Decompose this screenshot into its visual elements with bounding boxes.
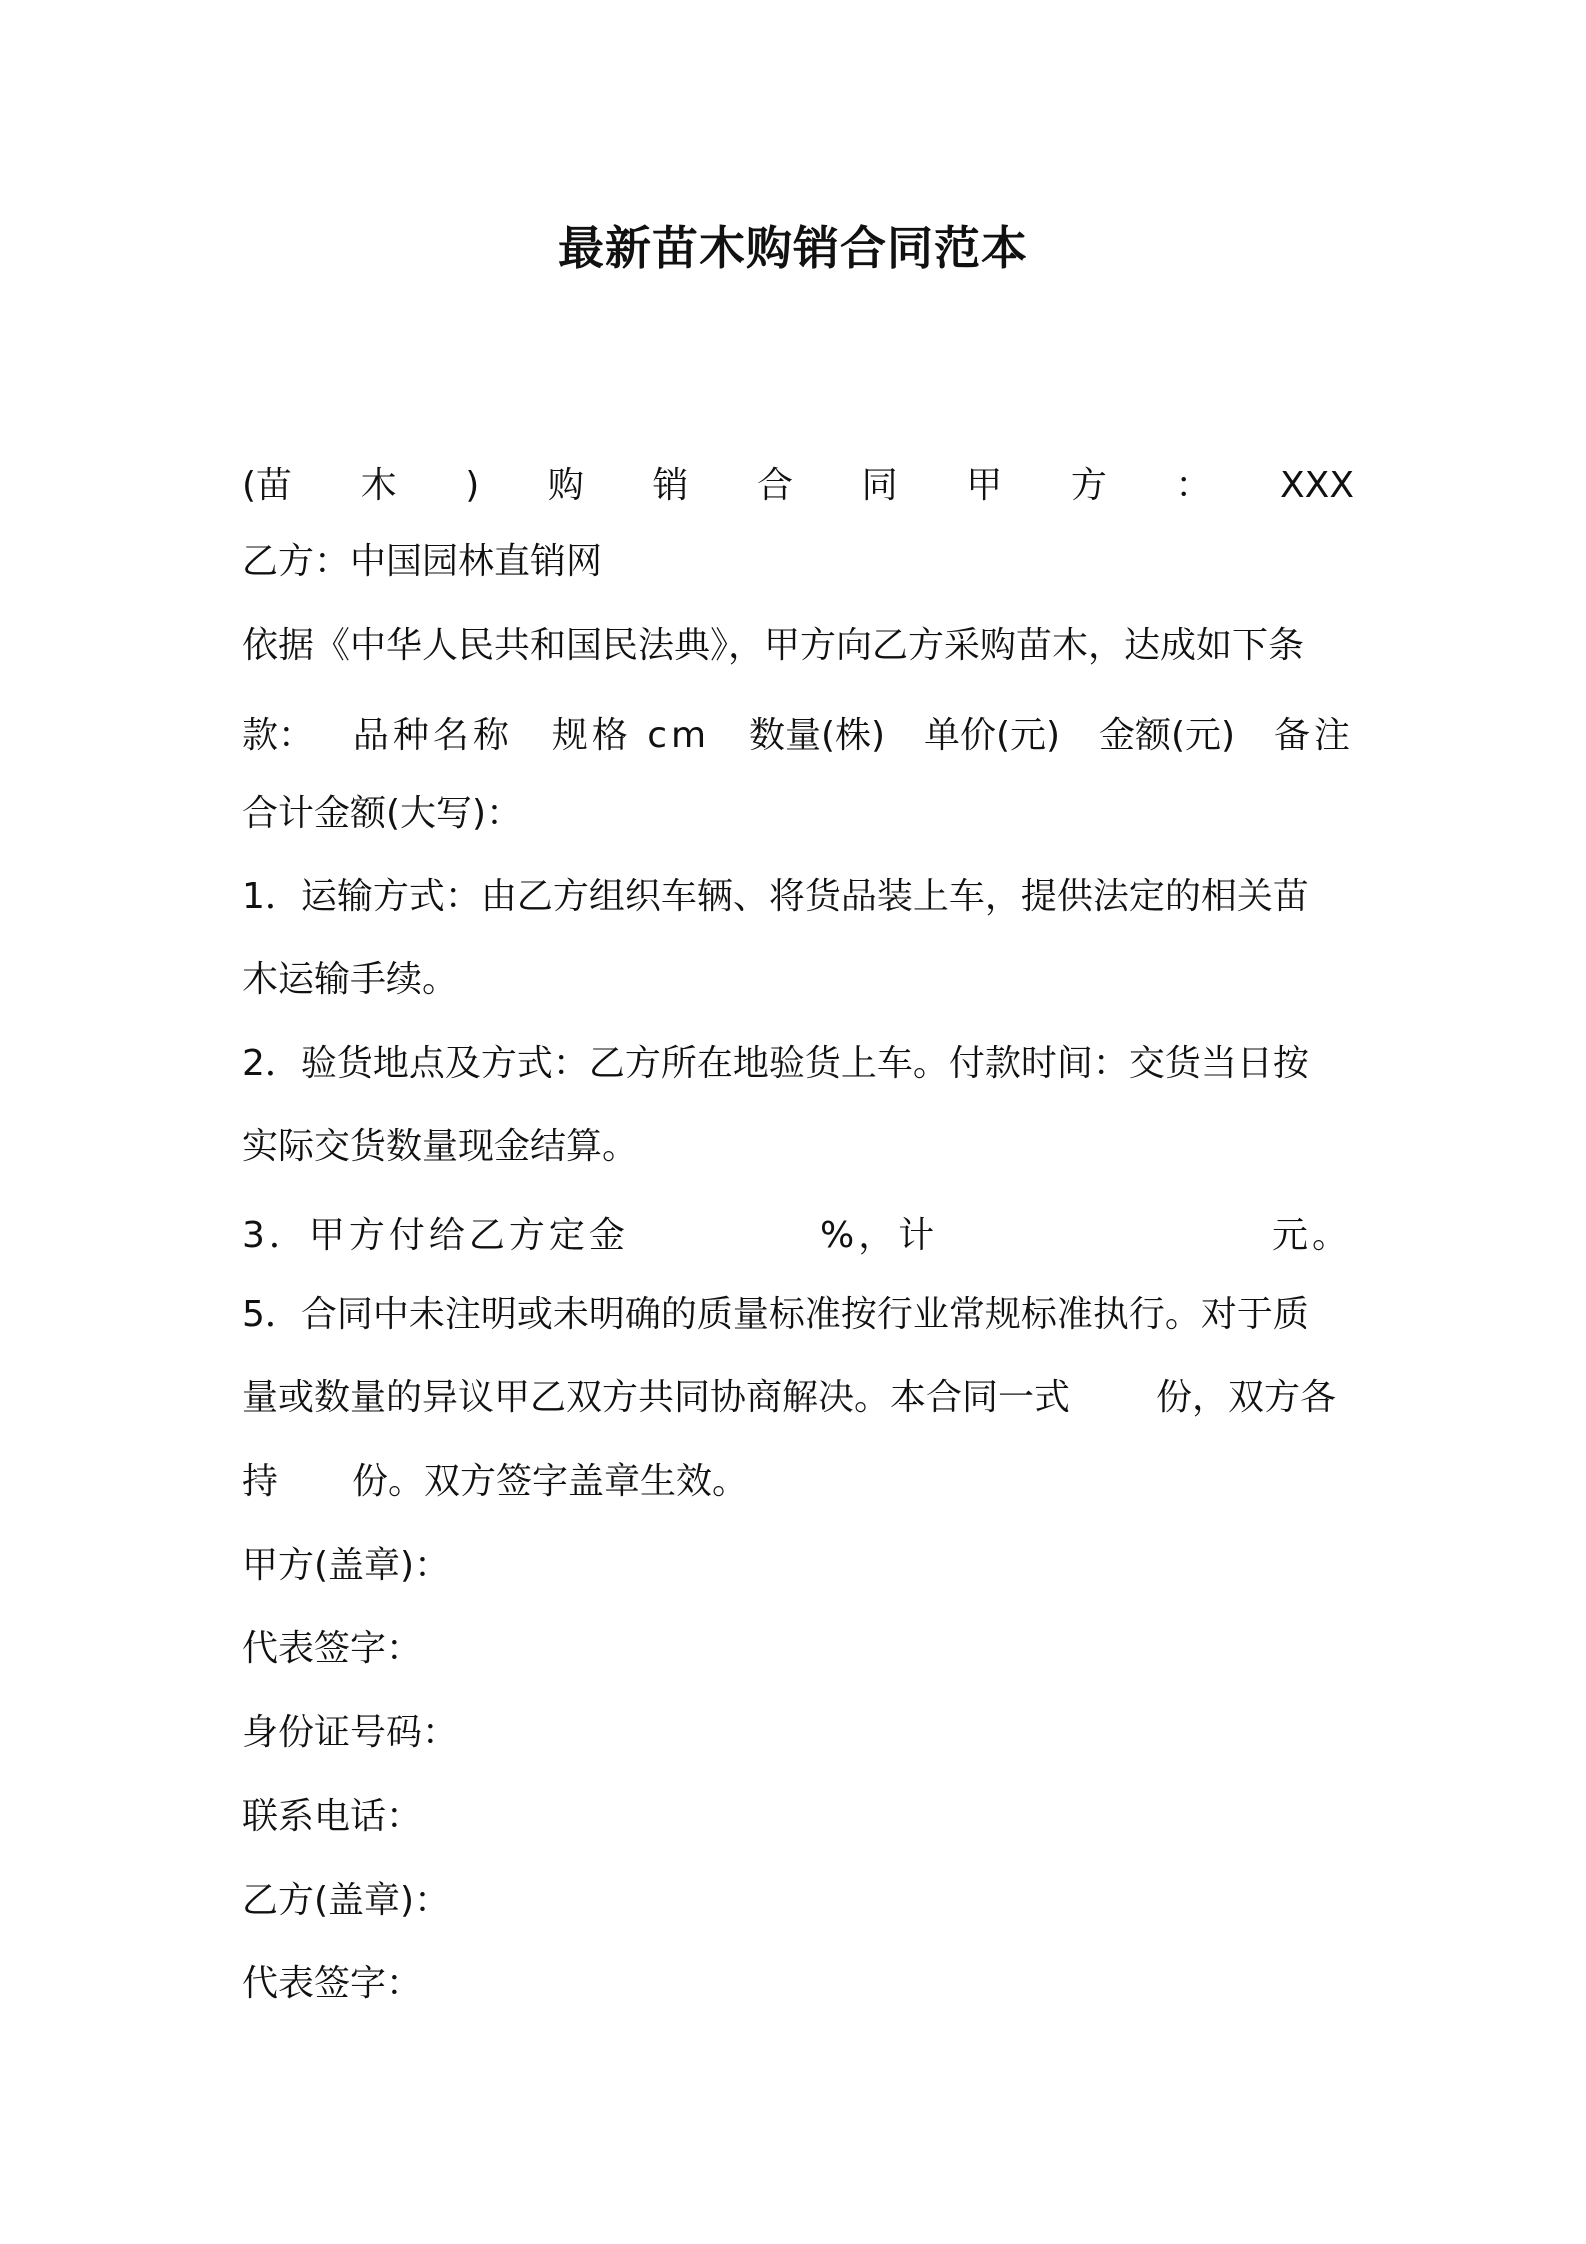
header-token: )	[465, 465, 480, 506]
party-b-seal-label: 乙方(盖章)：	[242, 1880, 451, 1921]
clause-2-line-1: 2．验货地点及方式：乙方所在地验货上车。付款时间：交货当日按	[242, 1043, 1309, 1084]
clause-5-line-1: 5．合同中未注明或未明确的质量标准按行业常规标准执行。对于质	[242, 1294, 1309, 1335]
clause-3-percent-label: %，计	[820, 1215, 939, 1256]
header-token: 方	[1070, 465, 1107, 506]
phone-label: 联系电话：	[242, 1796, 423, 1837]
goods-table-header	[242, 712, 1354, 760]
header-token: 同	[861, 465, 898, 506]
table-header-cell: 品种名称	[352, 715, 513, 756]
total-amount-line: 合计金额(大写)：	[242, 793, 523, 834]
party-a-representative-label: 代表签字：	[242, 1628, 423, 1669]
clause-5-line-2	[242, 1374, 1354, 1422]
clause-5-each-text: 份，双方各	[1156, 1377, 1337, 1418]
contract-header-line	[242, 462, 1354, 510]
id-number-label: 身份证号码：	[242, 1712, 459, 1753]
clause-2-line-2: 实际交货数量现金结算。	[242, 1126, 639, 1167]
clause-5-hold-text: 持	[242, 1461, 279, 1502]
header-token: 甲	[966, 465, 1003, 506]
clause-5-effective-text: 份。双方签字盖章生效。	[352, 1461, 749, 1502]
clause-3-yuan-label: 元。	[1272, 1215, 1353, 1256]
party-b-representative-label: 代表签字：	[242, 1963, 423, 2004]
header-token: ：	[1175, 465, 1212, 506]
party-b-line: 乙方：中国园林直销网	[242, 541, 603, 582]
table-header-cell: 备注	[1273, 715, 1354, 756]
table-header-cell: 规格 cm	[551, 715, 711, 756]
clause-5-copies-text: 量或数量的异议甲乙双方共同协商解决。本合同一式	[242, 1377, 1071, 1418]
basis-line: 依据《中华人民共和国民法典》，甲方向乙方采购苗木，达成如下条	[242, 625, 1305, 666]
clause-1-line-1: 1．运输方式：由乙方组织车辆、将货品装上车，提供法定的相关苗	[242, 876, 1309, 917]
clause-3-deposit-label: 3．甲方付给乙方定金	[242, 1215, 629, 1256]
header-token: XXX	[1280, 465, 1354, 506]
header-token: 购	[547, 465, 584, 506]
header-token: 木	[360, 465, 397, 506]
header-token: (苗	[242, 465, 293, 506]
table-header-cell: 数量(株)	[749, 715, 886, 756]
clause-5-line-3	[242, 1458, 1354, 1506]
table-header-cell: 金额(元)	[1098, 715, 1236, 756]
clause-1-line-2: 木运输手续。	[242, 959, 459, 1000]
header-token: 合	[757, 465, 794, 506]
table-header-cell: 单价(元)	[924, 715, 1061, 756]
party-a-seal-label: 甲方(盖章)：	[242, 1545, 451, 1586]
document-title: 最新苗木购销合同范本	[558, 221, 1028, 275]
header-token: 销	[652, 465, 689, 506]
table-header-cell: 款：	[242, 715, 315, 756]
